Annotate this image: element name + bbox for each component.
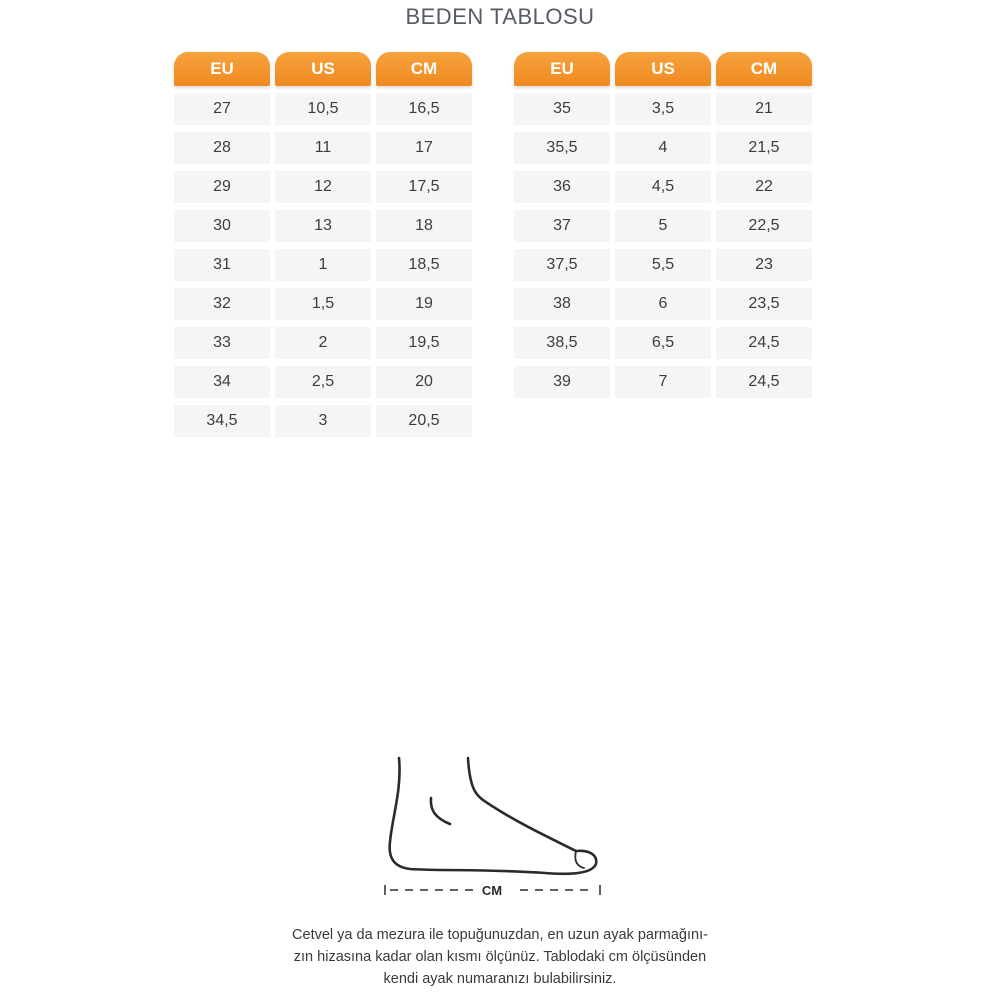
- instruction-line: Cetvel ya da mezura ile topuğunuzdan, en uzun ayak parmağını-: [292, 927, 708, 943]
- table-cell-us: 5: [615, 210, 711, 242]
- table-cell-cm: 24,5: [716, 366, 812, 398]
- table-cell-eu: 38: [514, 288, 610, 320]
- table-cell-eu: 31: [174, 249, 270, 281]
- table-cell-cm: 21,5: [716, 132, 812, 164]
- table-cell-us: 4: [615, 132, 711, 164]
- table-row: [174, 132, 472, 164]
- table-cell-us: 2: [275, 327, 371, 359]
- table-cell-eu: 27: [174, 93, 270, 125]
- instruction-line: kendi ayak numaranızı bulabilirsiniz.: [383, 971, 617, 987]
- table-cell-us: 3,5: [615, 93, 711, 125]
- table-row: [174, 288, 472, 320]
- table-cell-us: 6: [615, 288, 711, 320]
- table-cell-eu: 36: [514, 171, 610, 203]
- table-row: [514, 288, 812, 320]
- table-cell-us: 3: [275, 405, 371, 437]
- table-cell-us: 1,5: [275, 288, 371, 320]
- table-cell-us: 10,5: [275, 93, 371, 125]
- table-row: [514, 249, 812, 281]
- table-cell-cm: 24,5: [716, 327, 812, 359]
- measure-label: CM: [481, 883, 503, 898]
- table-cell-eu: 29: [174, 171, 270, 203]
- table-header-row: [174, 52, 472, 86]
- column-header-eu: EU: [174, 52, 270, 86]
- table-cell-eu: 35: [514, 93, 610, 125]
- table-cell-cm: 17,5: [376, 171, 472, 203]
- table-cell-us: 6,5: [615, 327, 711, 359]
- table-row: [174, 249, 472, 281]
- table-cell-eu: 34: [174, 366, 270, 398]
- size-table-left: [169, 45, 477, 444]
- page-title: BEDEN TABLOSU: [405, 4, 595, 29]
- table-cell-us: 4,5: [615, 171, 711, 203]
- table-cell-us: 2,5: [275, 366, 371, 398]
- column-header-us: US: [615, 52, 711, 86]
- table-row: [514, 171, 812, 203]
- table-cell-cm: 17: [376, 132, 472, 164]
- size-table-right: [509, 45, 817, 405]
- table-cell-eu: 28: [174, 132, 270, 164]
- table-row: [174, 93, 472, 125]
- table-cell-us: 12: [275, 171, 371, 203]
- foot-measure-illustration: [380, 750, 620, 900]
- foot-icon: [380, 750, 620, 900]
- measurement-instructions: [200, 924, 800, 990]
- table-row: [174, 405, 472, 437]
- table-row: [514, 210, 812, 242]
- table-row: [514, 366, 812, 398]
- table-cell-us: 11: [275, 132, 371, 164]
- table-cell-cm: 22: [716, 171, 812, 203]
- table-row: [514, 132, 812, 164]
- table-cell-cm: 23: [716, 249, 812, 281]
- table-cell-us: 1: [275, 249, 371, 281]
- table-row: [174, 210, 472, 242]
- table-cell-us: 13: [275, 210, 371, 242]
- table-cell-eu: 30: [174, 210, 270, 242]
- table-cell-eu: 35,5: [514, 132, 610, 164]
- table-cell-us: 7: [615, 366, 711, 398]
- table-cell-cm: 20: [376, 366, 472, 398]
- table-cell-cm: 20,5: [376, 405, 472, 437]
- table-cell-eu: 32: [174, 288, 270, 320]
- table-row: [174, 366, 472, 398]
- column-header-cm: CM: [716, 52, 812, 86]
- table-cell-eu: 33: [174, 327, 270, 359]
- table-cell-cm: 21: [716, 93, 812, 125]
- table-cell-eu: 39: [514, 366, 610, 398]
- table-cell-cm: 19: [376, 288, 472, 320]
- table-row: [174, 171, 472, 203]
- table-cell-eu: 37,5: [514, 249, 610, 281]
- column-header-cm: CM: [376, 52, 472, 86]
- table-row: [514, 327, 812, 359]
- table-cell-cm: 19,5: [376, 327, 472, 359]
- table-cell-cm: 18: [376, 210, 472, 242]
- table-cell-cm: 22,5: [716, 210, 812, 242]
- column-header-us: US: [275, 52, 371, 86]
- table-row: [174, 327, 472, 359]
- table-cell-eu: 37: [514, 210, 610, 242]
- table-cell-cm: 18,5: [376, 249, 472, 281]
- table-cell-cm: 23,5: [716, 288, 812, 320]
- instruction-line: zın hizasına kadar olan kısmı ölçünüz. Tablodaki cm ölçüsünden: [293, 949, 707, 965]
- table-cell-eu: 38,5: [514, 327, 610, 359]
- column-header-eu: EU: [514, 52, 610, 86]
- table-cell-cm: 16,5: [376, 93, 472, 125]
- table-header-row: [514, 52, 812, 86]
- table-cell-eu: 34,5: [174, 405, 270, 437]
- table-cell-us: 5,5: [615, 249, 711, 281]
- table-row: [514, 93, 812, 125]
